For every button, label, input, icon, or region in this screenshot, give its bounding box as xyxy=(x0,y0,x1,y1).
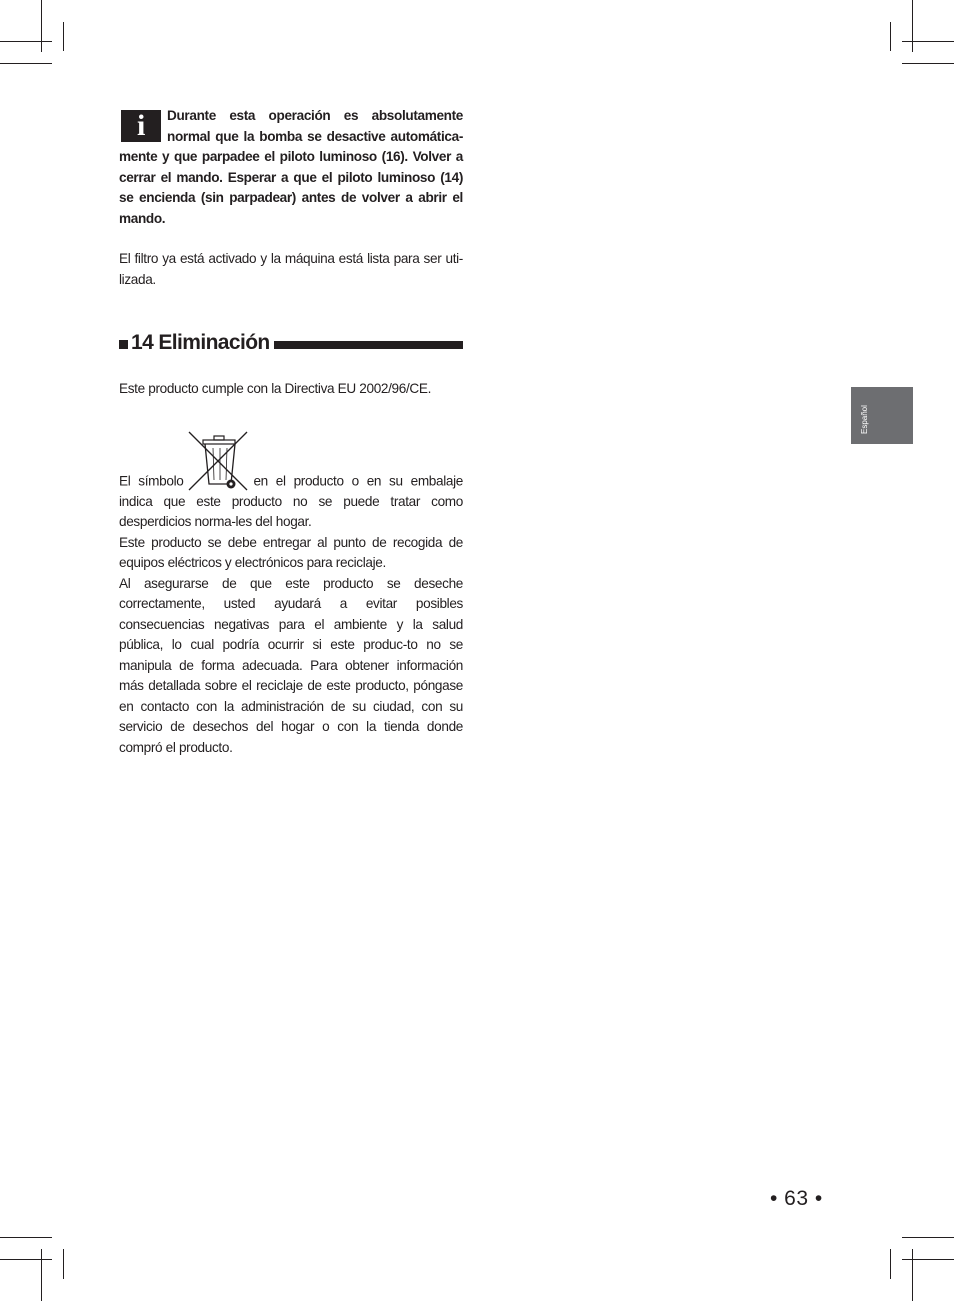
crop-mark xyxy=(63,22,64,51)
section-title: 14 Eliminación xyxy=(131,331,270,354)
crop-mark xyxy=(41,1249,42,1301)
section-heading xyxy=(119,328,463,358)
crop-mark xyxy=(0,63,52,64)
crop-mark xyxy=(890,1249,891,1279)
crop-mark xyxy=(0,1237,52,1238)
info-icon: i xyxy=(121,110,161,142)
info-note-text: Durante esta operación es absolutamente normal que la bomba se desactive automática-mente y que parpadee el piloto luminoso (16). Volver a cerrar el mando. Esperar a que el piloto luminoso (14) se encienda (sin parpadear) antes de volver a abrir el mando. xyxy=(119,108,463,226)
heading-square xyxy=(119,340,128,349)
directive-text: Este producto cumple con la Directiva EU 2002/96/CE. xyxy=(119,381,431,396)
crop-mark xyxy=(912,0,913,52)
crop-mark xyxy=(912,1249,913,1301)
symbol-paragraph xyxy=(119,430,463,533)
crop-mark xyxy=(902,41,954,42)
disposal-paragraph: Al asegurarse de que este producto se deseche correctamente, usted ayudará a evitar posibles consecuencias negativas para el ambiente y la salud pública, lo cual podría ocurrir si este produc-to no se manipula de forma adecuada. Para obtener información más detallada sobre el reciclaje de este producto, póngase en contacto con la administración de su ciudad, con su servicio de desechos del hogar o con la tienda donde compró el producto. xyxy=(119,575,463,755)
crop-mark xyxy=(902,1259,954,1260)
crop-mark xyxy=(41,0,42,52)
collection-paragraph: Este producto se debe entregar al punto de recogida de equipos eléctricos y electrónicos para reciclaje. xyxy=(119,534,463,570)
language-tab xyxy=(851,387,913,444)
crop-mark xyxy=(902,63,954,64)
content-column xyxy=(119,106,463,758)
info-note xyxy=(119,106,463,229)
symbol-text-before: El símbolo xyxy=(119,473,184,488)
filter-paragraph: El filtro ya está activado y la máquina está lista para ser uti-lizada. xyxy=(119,251,463,287)
crop-mark xyxy=(890,22,891,51)
crop-mark xyxy=(0,41,52,42)
symbol-text-after: en el producto o en su embalaje indica que este producto no se puede tratar como desperdicios norma-les del hogar. xyxy=(119,473,463,529)
page-number: • 63 • xyxy=(770,1187,823,1210)
heading-rule xyxy=(274,341,463,349)
crop-mark xyxy=(902,1237,954,1238)
language-tab-label: Español xyxy=(860,405,869,434)
crop-mark xyxy=(63,1249,64,1279)
crossed-bin-icon xyxy=(187,430,249,492)
crop-mark xyxy=(0,1259,52,1260)
